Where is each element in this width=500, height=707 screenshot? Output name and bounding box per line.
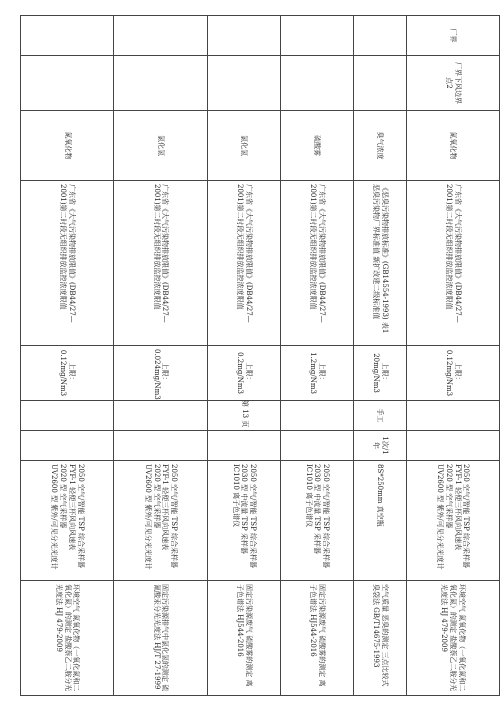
cell-standard: 广东省《大气污染物排放限值》(DB44/27—2001)第二时段无组织排放监控浓度限值 (280, 181, 353, 346)
cell-freq (406, 431, 499, 461)
cell-instrument: 2050 空气/智能 TSP 综合采样器 FYF-1 轻便三杯风向风速表 2020 型 空气采样器 UV2600 型 紫外/可见分光光度计 (21, 461, 115, 581)
cell-instrument: 8S*250mm 真空瓶 (353, 461, 406, 581)
page-number: 第 13 页 (241, 400, 249, 428)
cell-freq (21, 431, 115, 461)
table-row (406, 16, 499, 696)
cell-pollutant: 硫酸雾 (280, 111, 353, 181)
cell-limit: 上限：0.2mg/Nm3 (207, 346, 280, 401)
cell-limit: 上限：0.12mg/Nm3 (21, 346, 115, 401)
cell-location (353, 16, 406, 56)
cell-limit: 上限：1.2mg/Nm3 (280, 346, 353, 401)
cell-method (114, 401, 207, 431)
cell-analysis: 环境空气 氮氧化物（一氧化氮和二氧化氮）的测定 盐酸萘乙二胺分光光度法 HJ 479-2009 (21, 581, 115, 696)
cell-analysis: 固定污染源废气 硫酸雾的测定 离子色谱法 HJ544-2016 (280, 581, 353, 696)
cell-freq (114, 431, 207, 461)
cell-analysis: 固定污染源排气中氯化氢的测定 硫氰酸汞分光光度法 HJ/T 27-1999 (114, 581, 207, 696)
cell-method (406, 401, 499, 431)
cell-analysis: 环境空气 氮氧化物（一氧化氮和二氧化氮）的测定 盐酸萘乙二胺分光光度法 HJ 479-2009 (406, 581, 499, 696)
cell-point (114, 56, 207, 111)
cell-point (280, 56, 353, 111)
cell-point (207, 56, 280, 111)
cell-instrument: 2050 空气/智能 TSP 综合采样器 FYF-1 轻便三杯风向风速表 2020 型 空气采样器 UV2600 型 紫外/可见分光光度计 (406, 461, 499, 581)
cell-instrument: 2050 空气/智能 TSP 综合采样器 FYF-1 轻便三杯风向风速表 2020 型 空气采样器 UV2600 型 紫外/可见分光光度计 (114, 461, 207, 581)
table-row (280, 16, 353, 696)
cell-method (280, 401, 353, 431)
cell-pollutant: 氯化氢 (207, 111, 280, 181)
rotated-table-wrapper (20, 15, 500, 695)
table-row (207, 16, 280, 696)
cell-pollutant: 氮氧化物 (21, 111, 115, 181)
cell-point: 厂界下风边界点2 (406, 56, 499, 111)
table-row (21, 16, 115, 696)
monitoring-table (20, 15, 500, 696)
cell-instrument: 2050 空气/智能 TSP 综合采样器 2030 型 中流量 TSP 采样器 IC1010 离子色谱仪 (280, 461, 353, 581)
cell-method: 手工 (353, 401, 406, 431)
cell-location: 厂界 (406, 16, 499, 56)
cell-analysis: 空气质量 恶臭的测定 三点比较式臭袋法 GB/T14675-1993 (353, 581, 406, 696)
cell-method (21, 401, 115, 431)
cell-standard: 广东省《大气污染物排放限值》(DB44/27—2001)第二时段无组织排放监控浓度限值 (21, 181, 115, 346)
cell-standard: 广东省《大气污染物排放限值》(DB44/27—2001)第二时段无组织排放监控浓度限值 (114, 181, 207, 346)
cell-standard: 《恶臭污染物排放标准》(GB14554-1993) 表1 恶臭污染物厂界标准值 新扩改建二级标准值 (353, 181, 406, 346)
cell-location (21, 16, 115, 56)
cell-freq (280, 431, 353, 461)
cell-pollutant: 臭气浓度 (353, 111, 406, 181)
cell-location (114, 16, 207, 56)
cell-instrument: 2050 空气/智能 TSP 综合采样器 2030 型 中流量 TSP 采样器 IC1010 离子色谱仪 (207, 461, 280, 581)
cell-freq: 1次/1年 (353, 431, 406, 461)
cell-limit: 上限：0.12mg/Nm3 (406, 346, 499, 401)
cell-location (280, 16, 353, 56)
cell-pollutant: 氮氧化物 (406, 111, 499, 181)
cell-limit: 上限：0.024mg/Nm3 (114, 346, 207, 401)
table-row (114, 16, 207, 696)
cell-location (207, 16, 280, 56)
cell-limit: 上限：20mg/Nm3 (353, 346, 406, 401)
table-row (353, 16, 406, 696)
cell-standard: 广东省《大气污染物排放限值》(DB44/27—2001)第二时段无组织排放监控浓度限值 (406, 181, 499, 346)
cell-standard: 广东省《大气污染物排放限值》(DB44/27—2001)第二时段无组织排放监控浓度限值 (207, 181, 280, 346)
cell-freq (207, 431, 280, 461)
cell-point (353, 56, 406, 111)
cell-analysis: 固定污染源废气 硫酸雾的测定 离子色谱法 HJ544-2016 (207, 581, 280, 696)
cell-pollutant: 氯化氢 (114, 111, 207, 181)
cell-point (21, 56, 115, 111)
